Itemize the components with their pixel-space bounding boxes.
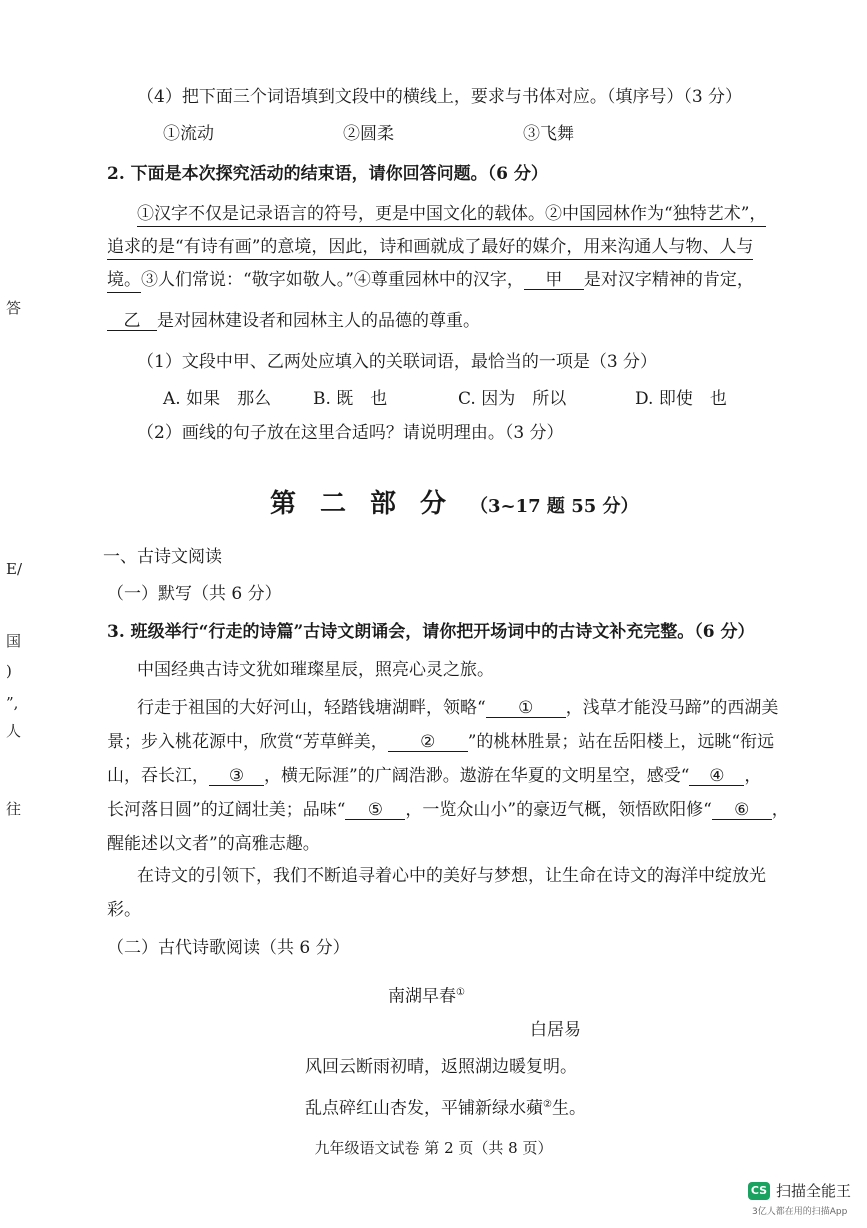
part2-heading <box>270 488 639 523</box>
q2-blank-yi: 乙 <box>107 312 157 331</box>
q2-sentence-end: 是对园林建设者和园林主人的品德的尊重。 <box>157 311 480 331</box>
q1-option-1: ①流动 <box>163 124 214 144</box>
camscanner-tagline: 3亿人都在用的扫描App <box>752 1207 848 1217</box>
poem-line2-note: ② <box>543 1099 552 1110</box>
q2-underlined-sentence-1: ①汉字不仅是记录语言的符号，更是中国文化的载体。②中国园林作为“独特艺术”， <box>137 204 766 227</box>
q3-blank-4: ④ <box>689 767 744 786</box>
poem-line-2: 乱点碎红山杏发，平铺新绿水蘋②生。 <box>305 1098 586 1119</box>
q2-sentence-3-4: ③人们常说：“敬字如敬人。”④尊重园林中的汉字， <box>141 270 524 290</box>
q3-blank-2: ② <box>388 733 468 752</box>
q2-blank-jia: 甲 <box>524 271 584 290</box>
margin-fragment-5: ”, <box>6 694 19 712</box>
q3-blank-1: ① <box>486 699 566 718</box>
q3-title: 3. 班级举行“行走的诗篇”古诗文朗诵会，请你把开场词中的古诗文补充完整。（6 分） <box>107 622 755 642</box>
q3-line7: 彩。 <box>107 900 141 920</box>
q3-line6: 在诗文的引领下，我们不断追寻着心中的美好与梦想，让生命在诗文的海洋中绽放光 <box>137 866 766 886</box>
q1-option-2: ②圆柔 <box>343 124 394 144</box>
q2-para-line1 <box>137 203 766 225</box>
section1-sub1: （一）默写（共 6 分） <box>107 584 282 604</box>
page-footer: 九年级语文试卷 第 2 页（共 8 页） <box>314 1139 553 1157</box>
q3-blank-6: ⑥ <box>712 801 772 820</box>
margin-fragment-4: ) <box>6 662 12 680</box>
q2-title: 2. 下面是本次探究活动的结束语，请你回答问题。（6 分） <box>107 164 548 184</box>
part2-title: 第二部分 <box>270 489 471 519</box>
q3-line5: 醒能述以文者”的高雅志趣。 <box>107 834 320 854</box>
part2-range: （3~17 题 55 分） <box>470 496 639 517</box>
margin-fragment-6: 人 <box>6 722 22 740</box>
q3-intro: 中国经典古诗文犹如璀璨星辰，照亮心灵之旅。 <box>137 660 494 680</box>
q2-para-line2 <box>107 236 753 258</box>
q3-line3: 山，吞长江， ③ ，横无际涯”的广阔浩渺。遨游在华夏的文明星空，感受“ ④ ， <box>107 766 762 786</box>
q2-sub1: （1）文段中甲、乙两处应填入的关联词语，最恰当的一项是（3 分） <box>137 352 658 372</box>
margin-fragment-1: 答 <box>6 299 22 317</box>
q2-option-d: D. 即使 也 <box>635 389 727 409</box>
q2-para-line4 <box>107 310 480 332</box>
section1-title: 一、古诗文阅读 <box>103 547 222 567</box>
camscanner-name: 扫描全能王 <box>776 1182 852 1200</box>
q3-line2: 景；步入桃花源中，欣赏“芳草鲜美， ② ”的桃林胜景；站在岳阳楼上，远眺“衔远 <box>107 732 775 752</box>
q3-blank-5: ⑤ <box>345 801 405 820</box>
q3-line1: 行走于祖国的大好河山，轻踏钱塘湖畔，领略“ ① ，浅草才能没马蹄”的西湖美 <box>137 698 779 718</box>
poem-line-1: 风回云断雨初晴，返照湖边暖复明。 <box>305 1057 577 1077</box>
q2-sub2: （2）画线的句子放在这里合适吗？请说明理由。（3 分） <box>137 423 564 443</box>
q3-line4: 长河落日圆”的辽阔壮美；品味“ ⑤ ，一览众山小”的豪迈气概，领悟欧阳修“ ⑥ ， <box>107 800 789 820</box>
section2-title: （二）古代诗歌阅读（共 6 分） <box>107 938 350 958</box>
margin-fragment-7: 往 <box>6 800 22 818</box>
poem-title: 南湖早春① <box>388 986 465 1007</box>
q2-underlined-sentence-2: 追求的是“有诗有画”的意境，因此，诗和画就成了最好的媒介，用来沟通人与物、人与 <box>107 237 753 260</box>
q3-blank-3: ③ <box>209 767 264 786</box>
q2-underlined-sentence-3: 境。 <box>107 270 141 293</box>
q2-para-line3 <box>107 269 754 291</box>
q2-option-a: A. 如果 那么 <box>163 389 272 409</box>
q2-option-b: B. 既 也 <box>313 389 388 409</box>
poem-title-note: ① <box>456 987 465 998</box>
margin-fragment-3: 国 <box>6 632 22 650</box>
camscanner-logo-icon: CS <box>748 1182 770 1200</box>
q2-sentence-tail: 是对汉字精神的肯定， <box>583 270 754 290</box>
q1-sub4: （4）把下面三个词语填到文段中的横线上，要求与书体对应。（填序号）（3 分） <box>137 87 743 107</box>
poem-author: 白居易 <box>530 1020 581 1040</box>
q2-option-c: C. 因为 所以 <box>458 389 567 409</box>
q1-option-3: ③飞舞 <box>523 124 574 144</box>
scanner-watermark <box>748 1180 851 1201</box>
margin-fragment-2: E/ <box>6 560 23 578</box>
